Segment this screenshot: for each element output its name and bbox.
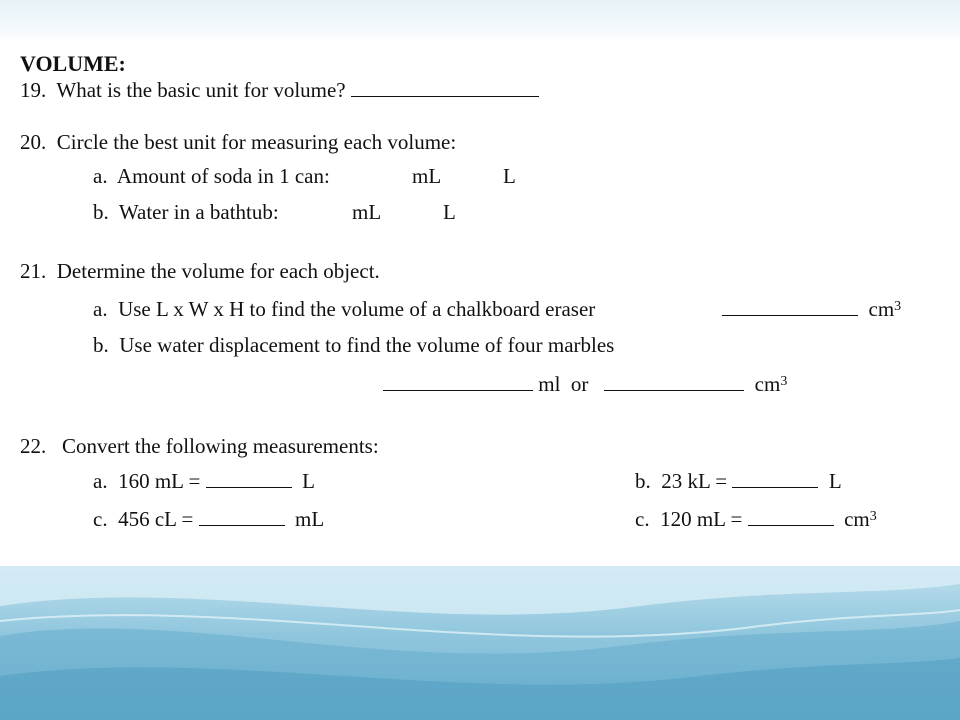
answer-blank[interactable] [748, 507, 834, 526]
question-22d [635, 507, 877, 531]
item-text: Water in a bathtub: [118, 200, 279, 224]
question-21b [93, 333, 614, 357]
answer-blank[interactable] [722, 297, 858, 316]
option-l[interactable]: L [503, 164, 516, 188]
answer-21a [722, 297, 901, 321]
question-21a [93, 297, 595, 321]
question-19 [20, 78, 539, 102]
answer-blank[interactable] [199, 507, 285, 526]
unit-label: L [302, 469, 315, 493]
item-label: c. [93, 507, 108, 531]
answer-blank[interactable] [383, 372, 533, 391]
unit-label: cm [844, 507, 870, 531]
unit-label: cm [868, 297, 895, 321]
answer-blank[interactable] [604, 372, 744, 391]
item-text: Use water displacement to find the volume of four marbles [119, 333, 615, 357]
question-number: 20. [20, 130, 47, 154]
section-heading: VOLUME: [20, 51, 126, 76]
unit-label: cm [754, 372, 781, 396]
item-text: 456 cL = [118, 507, 194, 531]
unit-label: ml [538, 372, 561, 396]
item-label: a. [93, 469, 108, 493]
question-22 [20, 434, 379, 458]
question-text: Convert the following measurements: [62, 434, 379, 458]
unit-label: L [828, 469, 842, 493]
question-text: What is the basic unit for volume? [56, 78, 346, 102]
answer-21b [383, 372, 787, 396]
answer-blank[interactable] [732, 469, 818, 488]
question-text: Circle the best unit for measuring each volume: [56, 130, 457, 154]
worksheet [0, 42, 960, 566]
question-21 [20, 259, 380, 283]
item-text: Use L x W x H to find the volume of a chalkboard eraser [118, 297, 596, 321]
question-22a [93, 469, 315, 493]
item-text: 120 mL = [660, 507, 743, 531]
item-text: Amount of soda in 1 can: [116, 164, 330, 188]
item-label: b. [93, 333, 109, 357]
answer-blank[interactable] [351, 78, 539, 97]
question-20a [93, 164, 330, 188]
item-text: 160 mL = [118, 469, 201, 493]
answer-blank[interactable] [206, 469, 292, 488]
question-22c [93, 507, 324, 531]
item-label: b. [93, 200, 109, 224]
unit-exponent: 3 [894, 299, 902, 314]
question-text: Determine the volume for each object. [56, 259, 380, 283]
question-20b [93, 200, 279, 224]
item-label: a. [93, 297, 108, 321]
unit-label: mL [295, 507, 325, 531]
slide-top-band [0, 0, 960, 42]
slide-bottom-band [0, 566, 960, 720]
question-22b [635, 469, 842, 493]
item-text: 23 kL = [661, 469, 728, 493]
or-text: or [570, 372, 589, 396]
item-label: c. [635, 507, 650, 531]
question-20 [20, 130, 456, 154]
unit-exponent: 3 [869, 509, 877, 524]
question-number: 21. [20, 259, 47, 283]
option-ml[interactable]: mL [412, 164, 442, 188]
item-label: b. [635, 469, 651, 493]
wave-decoration [0, 566, 960, 720]
option-ml[interactable]: mL [352, 200, 382, 224]
item-label: a. [93, 164, 108, 188]
question-number: 22. [20, 434, 47, 458]
option-l[interactable]: L [443, 200, 456, 224]
question-number: 19. [20, 78, 47, 102]
unit-exponent: 3 [780, 374, 788, 389]
